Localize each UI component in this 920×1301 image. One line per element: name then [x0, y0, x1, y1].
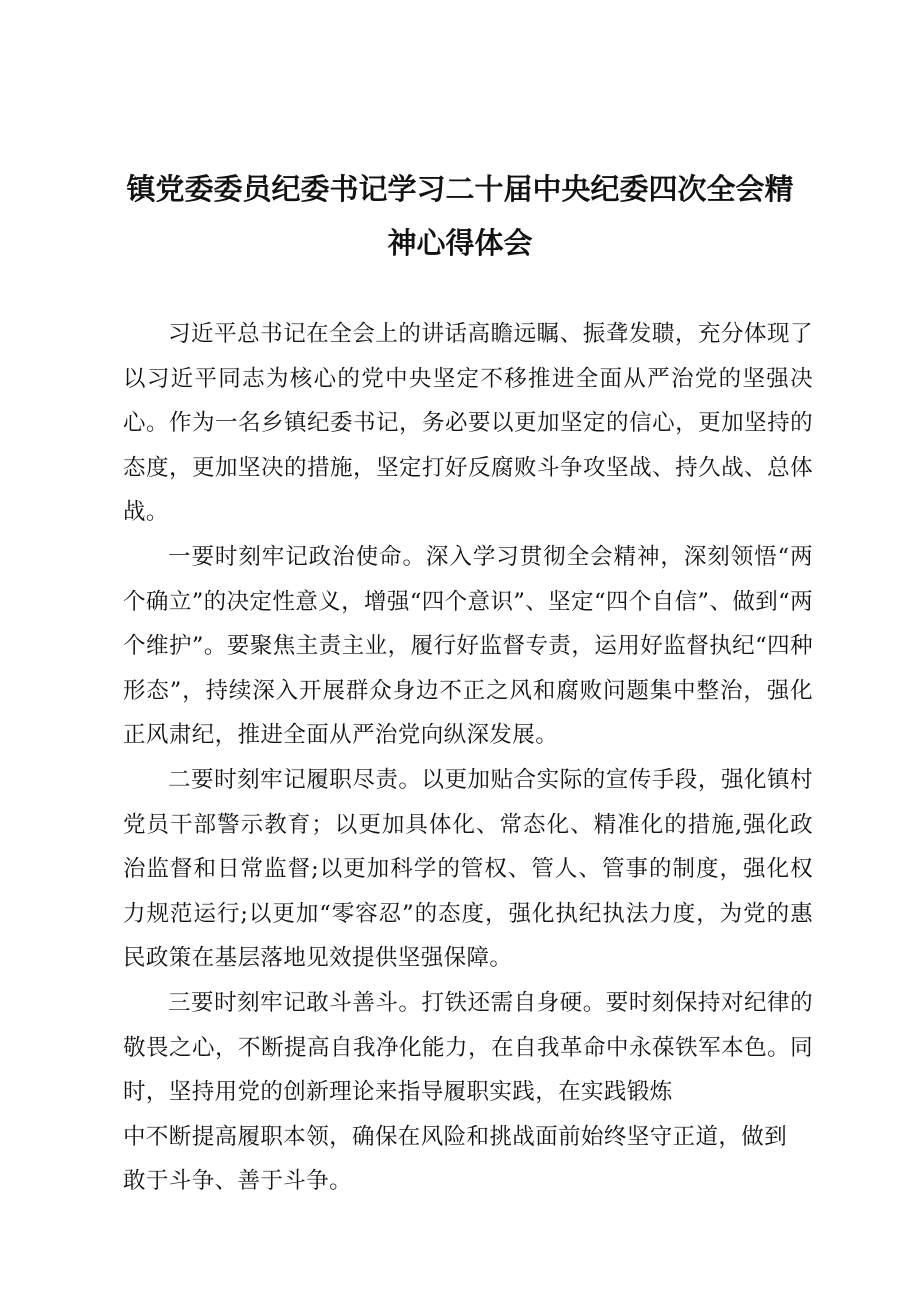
document-title-line-1: 镇党委委员纪委书记学习二十届中央纪委四次全会精: [126, 172, 794, 206]
document-title-line-2: 神心得体会: [387, 226, 533, 260]
paragraph-continuation-line-2: 敢于斗争、善于斗争。: [123, 1168, 353, 1195]
document-body: [123, 312, 813, 1204]
paragraph-point-one: 一要时刻牢记政治使命。深入学习贯彻全会精神，深刻领悟“两个确立”的决定性意义，增强“四个意识”、坚定“四个自信”、做到“两个维护”。要聚焦主责主业，履行好监督专责，运用好监督执纪“四种形态”，持续深入开展群众身边不正之风和腐败问题集中整治，强化正风肃纪，推进全面从严治党向纵深发展。: [123, 543, 813, 749]
paragraph-point-three: 三要时刻牢记敢斗善斗。打铁还需自身硬。要时刻保持对纪律的敬畏之心，不断提高自我净化能力，在自我革命中永葆铁军本色。同时，坚持用党的创新理论来指导履职实践，在实践锻炼: [123, 989, 813, 1106]
paragraph-point-two: 二要时刻牢记履职尽责。以更加贴合实际的宣传手段，强化镇村党员干部警示教育；以更加具体化、常态化、精准化的措施,强化政治监督和日常监督;以更加科学的管权、管人、管事的制度，强化权力规范运行;以更加“零容忍”的态度，强化执纪执法力度，为党的惠民政策在基层落地见效提供坚强保障。: [123, 766, 813, 972]
paragraph-continuation-line-1: 中不断提高履职本领，确保在风险和挑战面前始终坚守正道，做到: [123, 1123, 788, 1150]
paragraph-intro: 习近平总书记在全会上的讲话高瞻远瞩、振聋发聩，充分体现了以习近平同志为核心的党中央坚定不移推进全面从严治党的坚强决心。作为一名乡镇纪委书记，务必要以更加坚定的信心，更加坚持的态度，更加坚决的措施，坚定打好反腐败斗争攻坚战、持久战、总体战。: [123, 321, 813, 526]
